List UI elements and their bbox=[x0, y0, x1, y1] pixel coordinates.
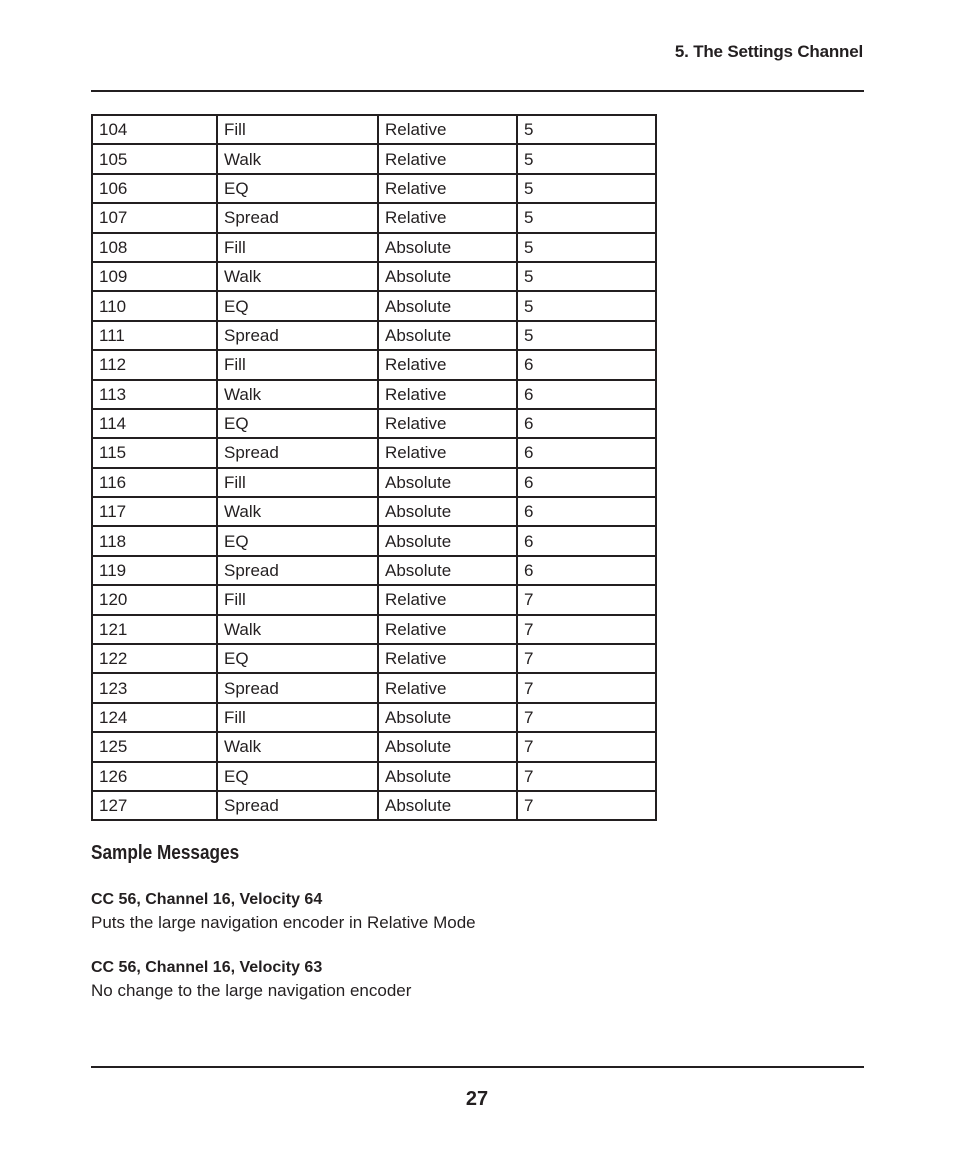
table-cell: Relative bbox=[378, 380, 517, 409]
table-cell: 113 bbox=[92, 380, 217, 409]
table-cell: Absolute bbox=[378, 526, 517, 555]
table-row bbox=[92, 556, 656, 585]
table-cell: Relative bbox=[378, 174, 517, 203]
table-cell: 5 bbox=[517, 291, 656, 320]
table-cell: 116 bbox=[92, 468, 217, 497]
table-cell: 7 bbox=[517, 615, 656, 644]
table-cell: 111 bbox=[92, 321, 217, 350]
table-row bbox=[92, 791, 656, 820]
table-row bbox=[92, 321, 656, 350]
table-cell: Absolute bbox=[378, 262, 517, 291]
table-row bbox=[92, 291, 656, 320]
table-row bbox=[92, 526, 656, 555]
table-cell: Relative bbox=[378, 409, 517, 438]
table-row bbox=[92, 380, 656, 409]
table-cell: Relative bbox=[378, 644, 517, 673]
table-cell: 6 bbox=[517, 497, 656, 526]
table-row bbox=[92, 174, 656, 203]
table-cell: Spread bbox=[217, 438, 378, 467]
table-cell: 106 bbox=[92, 174, 217, 203]
table-cell: 7 bbox=[517, 703, 656, 732]
table-row bbox=[92, 762, 656, 791]
table-cell: 6 bbox=[517, 380, 656, 409]
table-cell: Relative bbox=[378, 203, 517, 232]
table-cell: Fill bbox=[217, 233, 378, 262]
table-cell: EQ bbox=[217, 291, 378, 320]
page-number: 27 bbox=[465, 1088, 489, 1110]
table-cell: Relative bbox=[378, 438, 517, 467]
table-cell: 127 bbox=[92, 791, 217, 820]
table-cell: EQ bbox=[217, 526, 378, 555]
table-cell: 112 bbox=[92, 350, 217, 379]
table-cell: Spread bbox=[217, 673, 378, 702]
table-cell: Walk bbox=[217, 615, 378, 644]
table-row bbox=[92, 644, 656, 673]
table-row bbox=[92, 115, 656, 144]
table-row bbox=[92, 144, 656, 173]
table-row bbox=[92, 233, 656, 262]
table-cell: Spread bbox=[217, 791, 378, 820]
table-cell: 6 bbox=[517, 409, 656, 438]
table-cell: Relative bbox=[378, 615, 517, 644]
table-row bbox=[92, 497, 656, 526]
table-cell: 5 bbox=[517, 233, 656, 262]
table-cell: 114 bbox=[92, 409, 217, 438]
table-cell: EQ bbox=[217, 174, 378, 203]
sample-message-description: No change to the large navigation encoder bbox=[91, 981, 412, 1000]
table-cell: Relative bbox=[378, 350, 517, 379]
table-cell: 7 bbox=[517, 585, 656, 614]
table-cell: 6 bbox=[517, 438, 656, 467]
table-cell: Walk bbox=[217, 380, 378, 409]
table-row bbox=[92, 732, 656, 761]
table-cell: 7 bbox=[517, 673, 656, 702]
settings-table bbox=[91, 114, 657, 821]
table-cell: 126 bbox=[92, 762, 217, 791]
table-cell: Relative bbox=[378, 144, 517, 173]
sample-message-description: Puts the large navigation encoder in Relative Mode bbox=[91, 913, 476, 932]
table-cell: Spread bbox=[217, 203, 378, 232]
table-cell: 6 bbox=[517, 350, 656, 379]
table-cell: Absolute bbox=[378, 497, 517, 526]
table-row bbox=[92, 703, 656, 732]
table-cell: 121 bbox=[92, 615, 217, 644]
table-row bbox=[92, 673, 656, 702]
table-cell: Absolute bbox=[378, 791, 517, 820]
table-row bbox=[92, 468, 656, 497]
table-cell: 7 bbox=[517, 732, 656, 761]
table-cell: Absolute bbox=[378, 762, 517, 791]
table-cell: EQ bbox=[217, 762, 378, 791]
table-row bbox=[92, 262, 656, 291]
table-row bbox=[92, 615, 656, 644]
table-cell: Fill bbox=[217, 703, 378, 732]
table-cell: 7 bbox=[517, 762, 656, 791]
table-cell: Fill bbox=[217, 350, 378, 379]
table-cell: Relative bbox=[378, 115, 517, 144]
header-rule bbox=[91, 90, 864, 92]
table-cell: 6 bbox=[517, 526, 656, 555]
table-cell: Absolute bbox=[378, 703, 517, 732]
table-cell: 109 bbox=[92, 262, 217, 291]
sample-message-title: CC 56, Channel 16, Velocity 63 bbox=[91, 959, 323, 976]
table-cell: 6 bbox=[517, 468, 656, 497]
table-cell: 7 bbox=[517, 791, 656, 820]
table-cell: 124 bbox=[92, 703, 217, 732]
table-body bbox=[92, 115, 656, 820]
table-row bbox=[92, 409, 656, 438]
table-cell: 105 bbox=[92, 144, 217, 173]
table-cell: Fill bbox=[217, 115, 378, 144]
sample-messages-heading: Sample Messages bbox=[91, 842, 240, 864]
table-cell: 115 bbox=[92, 438, 217, 467]
table-cell: 118 bbox=[92, 526, 217, 555]
table-cell: Walk bbox=[217, 497, 378, 526]
table-cell: 110 bbox=[92, 291, 217, 320]
table-cell: 6 bbox=[517, 556, 656, 585]
table-cell: Absolute bbox=[378, 556, 517, 585]
table-cell: Walk bbox=[217, 262, 378, 291]
table-row bbox=[92, 585, 656, 614]
table-cell: 117 bbox=[92, 497, 217, 526]
table-cell: Walk bbox=[217, 732, 378, 761]
table-cell: 125 bbox=[92, 732, 217, 761]
table-cell: Absolute bbox=[378, 321, 517, 350]
table-cell: 5 bbox=[517, 203, 656, 232]
section-title: 5. The Settings Channel bbox=[674, 42, 863, 61]
table-cell: EQ bbox=[217, 409, 378, 438]
table-cell: 120 bbox=[92, 585, 217, 614]
table-cell: Fill bbox=[217, 468, 378, 497]
table-cell: 5 bbox=[517, 321, 656, 350]
table-row bbox=[92, 203, 656, 232]
table-cell: Absolute bbox=[378, 233, 517, 262]
footer-rule bbox=[91, 1066, 864, 1068]
table-cell: Walk bbox=[217, 144, 378, 173]
table-cell: Absolute bbox=[378, 291, 517, 320]
table-row bbox=[92, 438, 656, 467]
table-cell: 5 bbox=[517, 262, 656, 291]
table-cell: 107 bbox=[92, 203, 217, 232]
table-cell: 108 bbox=[92, 233, 217, 262]
table-cell: Spread bbox=[217, 321, 378, 350]
sample-message-title: CC 56, Channel 16, Velocity 64 bbox=[91, 891, 323, 908]
table-cell: 122 bbox=[92, 644, 217, 673]
table-cell: 5 bbox=[517, 144, 656, 173]
table-cell: EQ bbox=[217, 644, 378, 673]
table-cell: Absolute bbox=[378, 732, 517, 761]
table-cell: Fill bbox=[217, 585, 378, 614]
table-cell: 119 bbox=[92, 556, 217, 585]
table-cell: 5 bbox=[517, 115, 656, 144]
table-cell: Absolute bbox=[378, 468, 517, 497]
table-cell: Spread bbox=[217, 556, 378, 585]
table-cell: 7 bbox=[517, 644, 656, 673]
table-cell: Relative bbox=[378, 585, 517, 614]
table-cell: 104 bbox=[92, 115, 217, 144]
table-cell: 5 bbox=[517, 174, 656, 203]
table-cell: 123 bbox=[92, 673, 217, 702]
table-row bbox=[92, 350, 656, 379]
table-cell: Relative bbox=[378, 673, 517, 702]
